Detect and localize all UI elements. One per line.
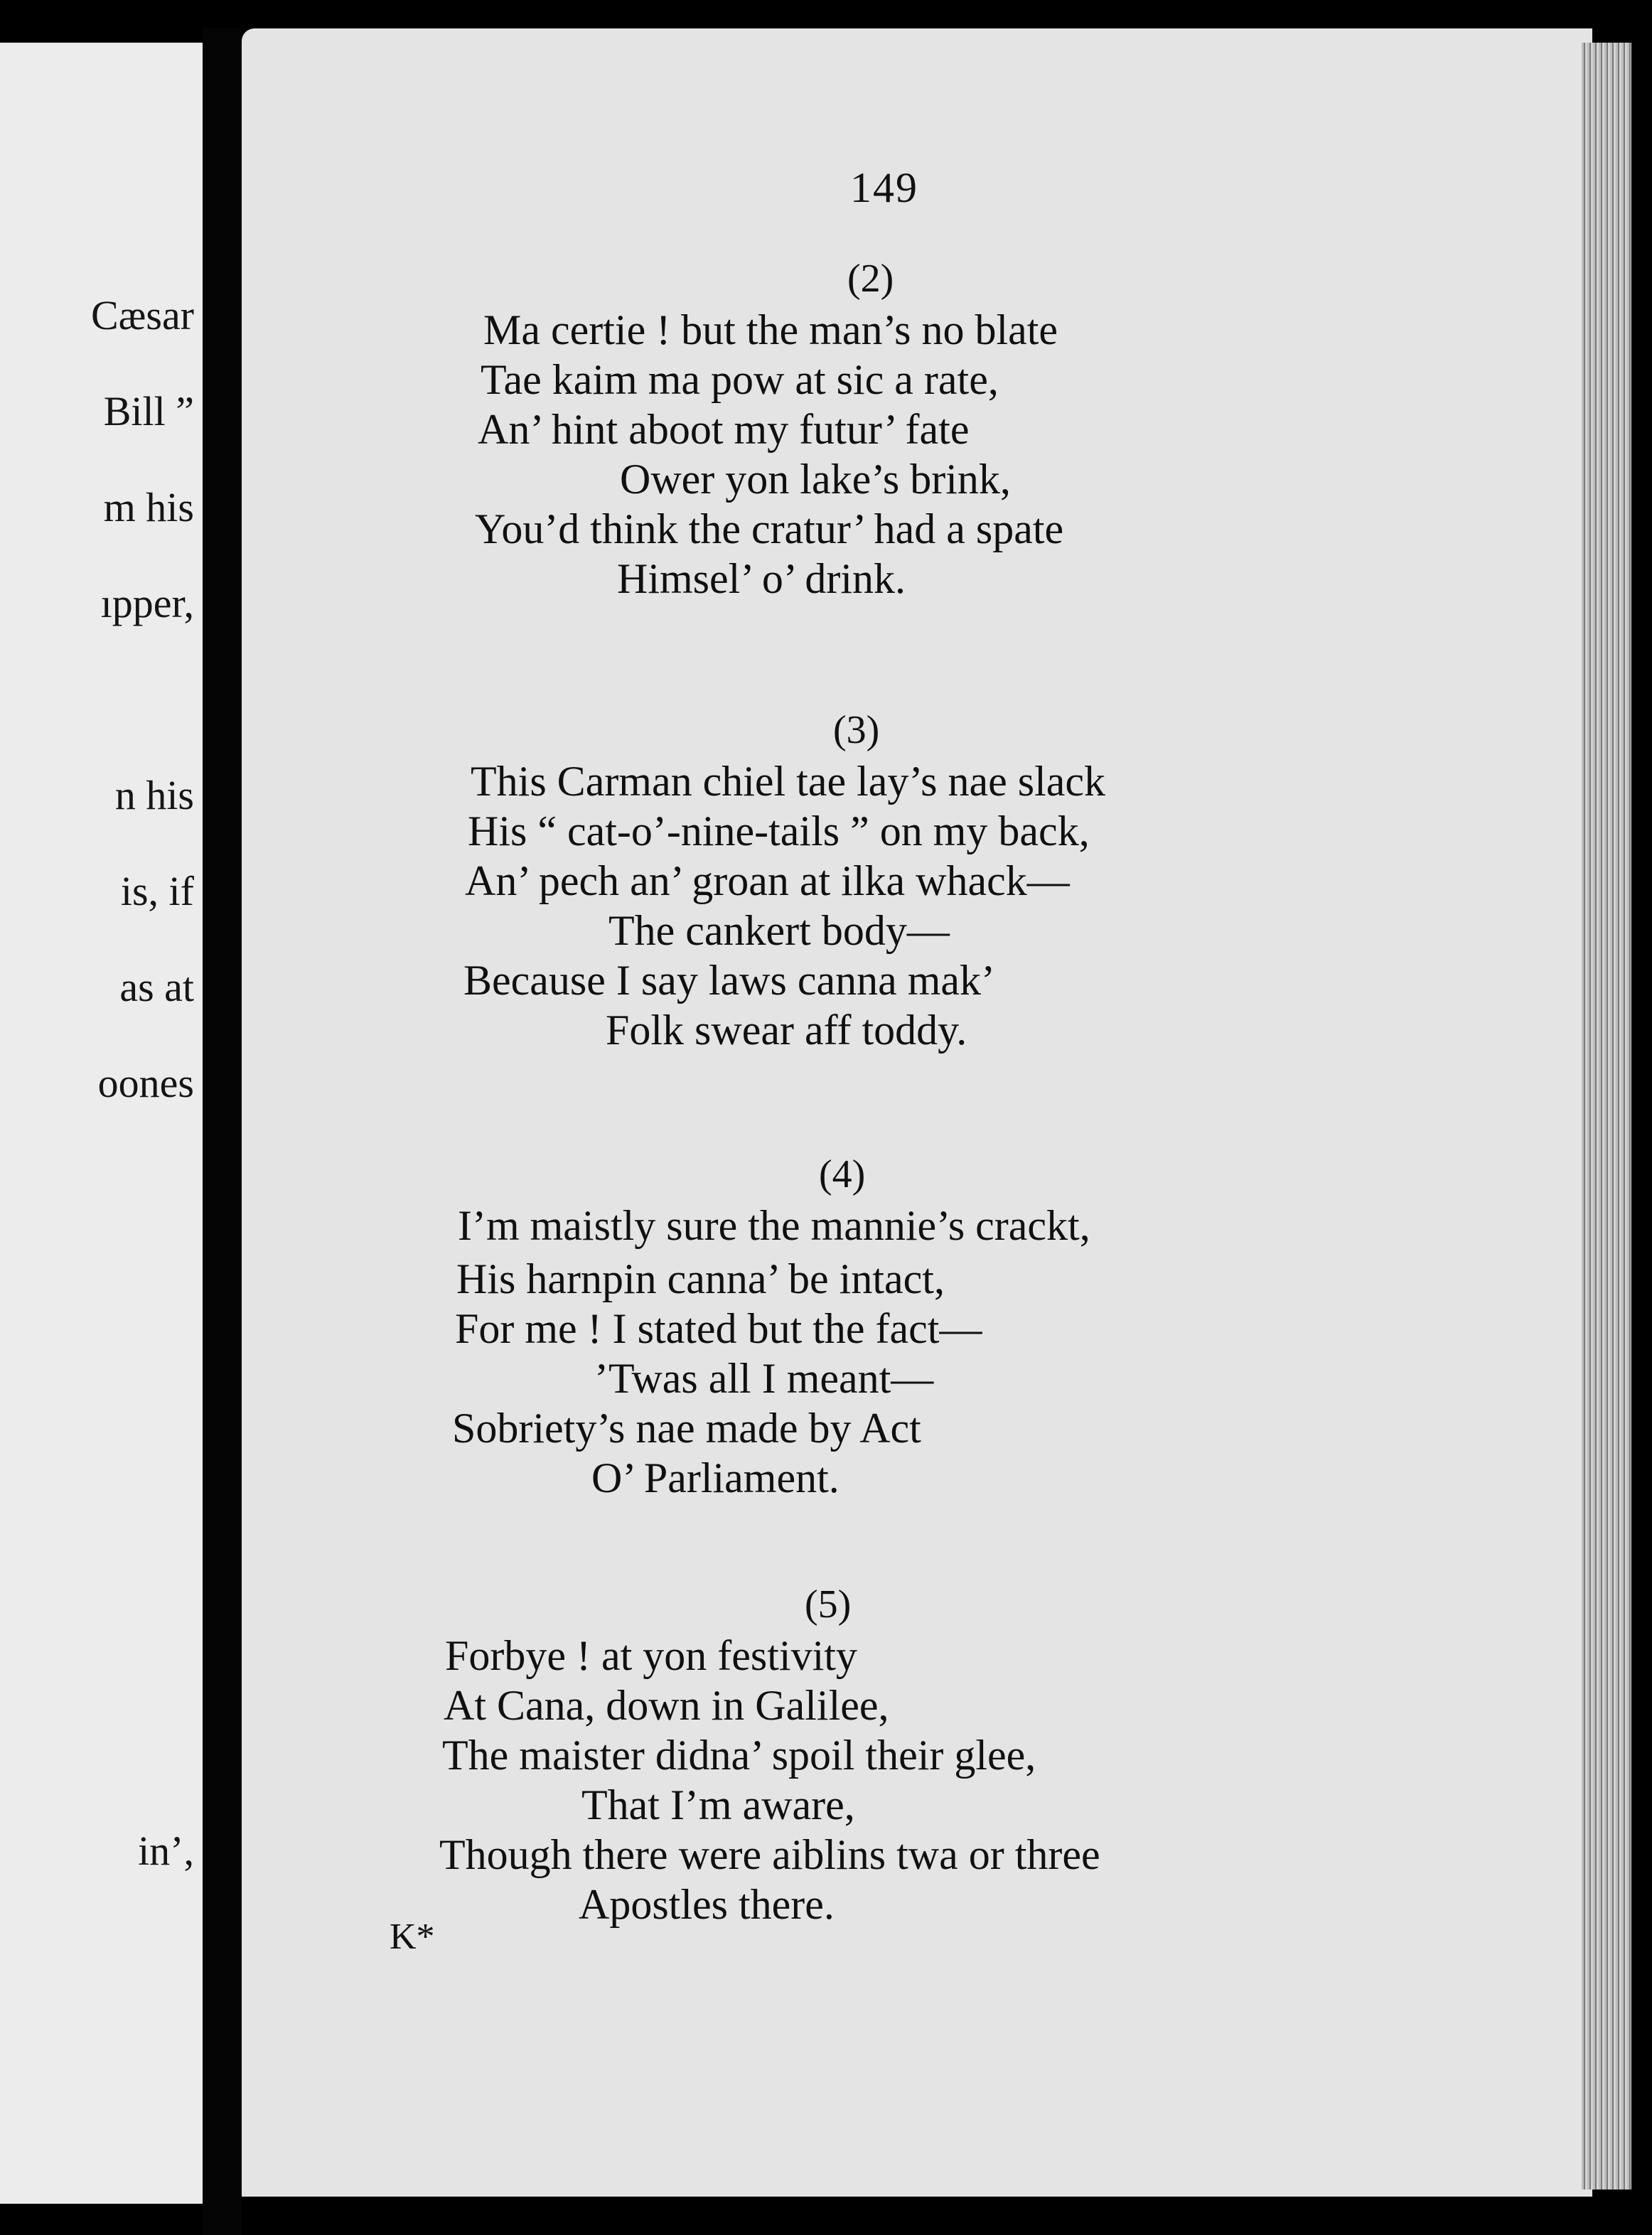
left-page-line: is, if bbox=[120, 868, 194, 914]
verse-line: The maister didna’ spoil their glee, bbox=[442, 1732, 1036, 1779]
stanza-number: (5) bbox=[805, 1582, 852, 1626]
stanza-number: (2) bbox=[847, 257, 894, 301]
verse-line: Folk swear aff toddy. bbox=[606, 1007, 967, 1054]
book-gutter bbox=[203, 28, 242, 2235]
left-page-line: m his bbox=[103, 484, 194, 530]
left-page-line: oones bbox=[97, 1060, 194, 1106]
verse-line: The cankert body— bbox=[608, 907, 950, 954]
left-page-line: ıpper, bbox=[100, 580, 194, 626]
verse-line: You’d think the cratur’ had a spate bbox=[475, 505, 1064, 552]
verse-line: An’ pech an’ groan at ilka whack— bbox=[465, 857, 1070, 904]
verse-line: His harnpin canna’ be intact, bbox=[456, 1255, 945, 1302]
verse-line: At Cana, down in Galilee, bbox=[444, 1682, 889, 1729]
verse-line: O’ Parliament. bbox=[591, 1454, 840, 1501]
verse-line: Apostles there. bbox=[579, 1881, 835, 1928]
stanza-number: (4) bbox=[819, 1152, 866, 1196]
stanza-number: (3) bbox=[833, 708, 880, 752]
verse-line: Ma certie ! but the man’s no blate bbox=[483, 306, 1058, 353]
verse-line: ’Twas all I meant— bbox=[594, 1355, 934, 1402]
page-edges bbox=[1582, 43, 1631, 2190]
verse-line: Tae kaim ma pow at sic a rate, bbox=[481, 356, 999, 403]
verse-line: For me ! I stated but the fact— bbox=[455, 1305, 982, 1352]
verse-line: Sobriety’s nae made by Act bbox=[452, 1405, 921, 1452]
left-page-line: n his bbox=[114, 772, 194, 818]
verse-line: Though there were aiblins twa or three bbox=[439, 1831, 1100, 1878]
left-page-line: as at bbox=[119, 964, 194, 1010]
left-page-fragment bbox=[0, 43, 203, 2204]
verse-line: Ower yon lake’s brink, bbox=[620, 456, 1011, 503]
verse-line: Himsel’ o’ drink. bbox=[617, 555, 906, 602]
verse-line: I’m maistly sure the mannie’s crackt, bbox=[458, 1202, 1090, 1249]
verse-line: Because I say laws canna mak’ bbox=[463, 957, 996, 1004]
verse-line: His “ cat-o’-nine-tails ” on my back, bbox=[468, 808, 1090, 854]
left-page-line: in’, bbox=[138, 1828, 194, 1874]
verse-line: That I’m aware, bbox=[581, 1781, 855, 1828]
left-page-line: Bill ” bbox=[103, 388, 194, 434]
verse-line: An’ hint aboot my futur’ fate bbox=[478, 406, 970, 453]
verse-line: Forbye ! at yon festivity bbox=[445, 1632, 857, 1679]
left-page-line: Cæsar bbox=[91, 292, 194, 338]
signature-mark: K* bbox=[390, 1917, 435, 1957]
page-number: 149 bbox=[850, 164, 918, 211]
verse-line: This Carman chiel tae lay’s nae slack bbox=[471, 758, 1105, 805]
